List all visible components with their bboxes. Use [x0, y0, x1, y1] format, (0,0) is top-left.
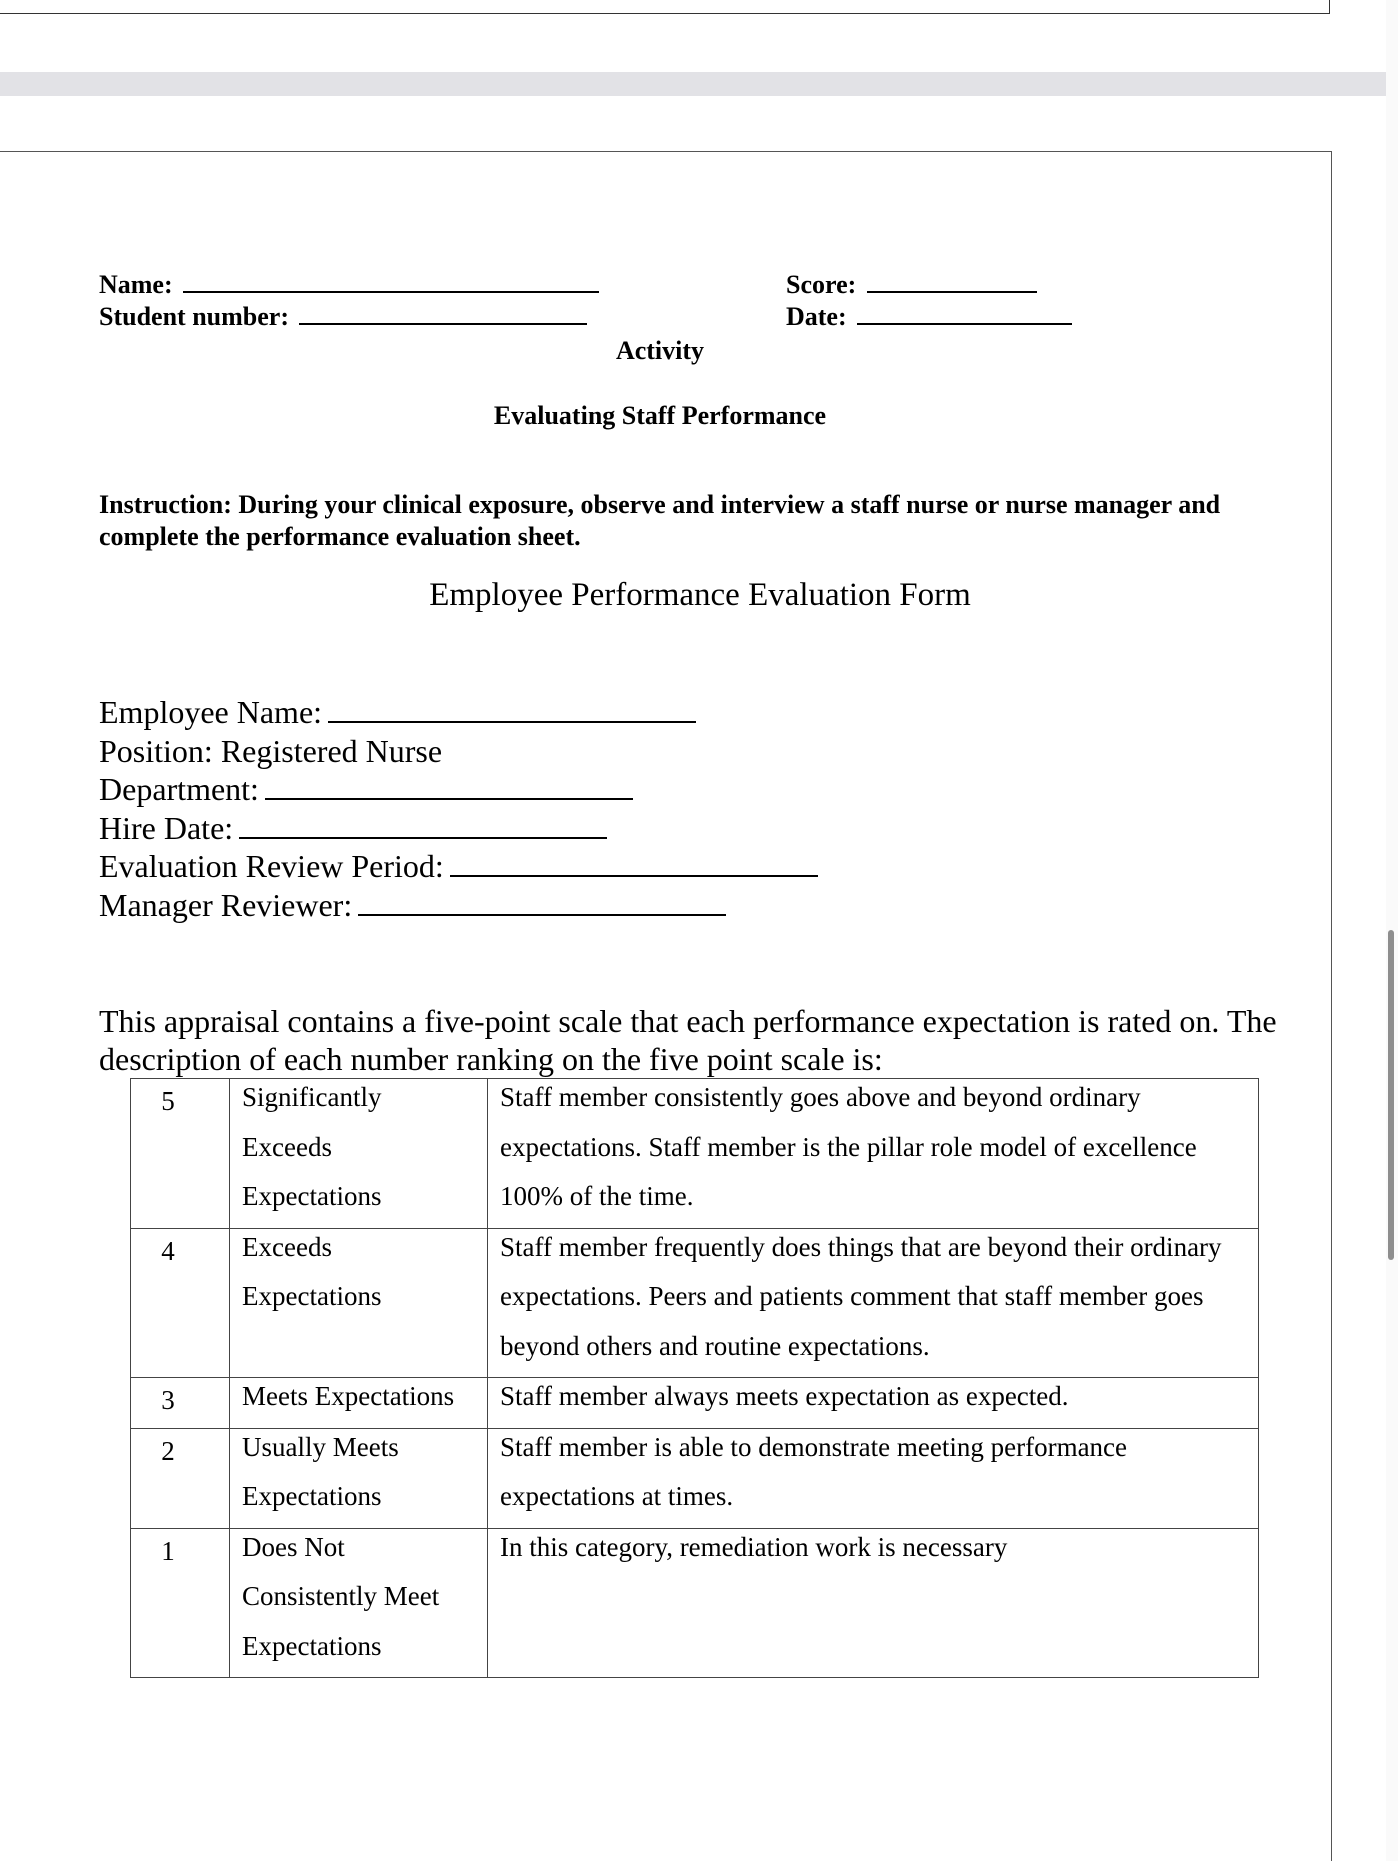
description-cell: Staff member consistently goes above and beyond ordinary expectations. Staff member is the pillar role model of excellence 100% of the time.	[488, 1079, 1259, 1229]
evaluation-period-row	[99, 847, 818, 886]
date-label: Date:	[786, 302, 847, 331]
activity-label: Activity	[615, 336, 705, 365]
page-border-right	[1331, 151, 1332, 1861]
table-row	[131, 1528, 1259, 1678]
name-blank[interactable]	[183, 271, 599, 293]
description-cell: In this category, remediation work is necessary	[488, 1528, 1259, 1678]
position-label: Position: Registered Nurse	[99, 732, 443, 769]
score-cell: 3	[131, 1378, 230, 1429]
evaluation-period-blank[interactable]	[450, 853, 818, 877]
student-number-field	[99, 302, 587, 332]
score-field	[786, 270, 1037, 300]
employee-fields	[99, 693, 818, 924]
page-gap	[0, 72, 1386, 96]
rating-scale-table	[130, 1078, 1259, 1678]
manager-reviewer-blank[interactable]	[358, 892, 726, 916]
student-number-blank[interactable]	[299, 303, 587, 325]
previous-page	[0, 0, 1386, 72]
instruction: Instruction: During your clinical exposure, observe and interview a staff nurse or nurse manager and complete the performance evaluation sheet.	[99, 490, 1221, 551]
employee-name-label: Employee Name:	[99, 694, 323, 730]
hire-date-row	[99, 809, 818, 848]
employee-name-blank[interactable]	[328, 699, 696, 723]
hire-date-blank[interactable]	[239, 815, 607, 839]
score-cell: 1	[131, 1528, 230, 1678]
score-label: Score:	[786, 270, 857, 299]
table-row	[131, 1079, 1259, 1229]
description-cell: Staff member is able to demonstrate meeting performance expectations at times.	[488, 1428, 1259, 1528]
page-title: Evaluating Staff Performance	[493, 401, 827, 430]
document-page	[0, 96, 1386, 1861]
evaluation-period-label: Evaluation Review Period:	[99, 848, 444, 884]
department-blank[interactable]	[265, 776, 633, 800]
department-label: Department:	[99, 771, 259, 807]
manager-reviewer-row	[99, 886, 818, 925]
table-row	[131, 1378, 1259, 1429]
date-field	[786, 302, 1072, 332]
category-cell: Does Not Consistently Meet Expectations	[230, 1528, 488, 1678]
hire-date-label: Hire Date:	[99, 809, 234, 846]
page-border-top	[0, 151, 1332, 152]
name-label: Name:	[99, 270, 173, 299]
category-cell: Usually Meets Expectations	[230, 1428, 488, 1528]
score-cell: 4	[131, 1228, 230, 1378]
previous-page-border	[0, 13, 1330, 14]
category-cell: Significantly Exceeds Expectations	[230, 1079, 488, 1229]
score-cell: 2	[131, 1428, 230, 1528]
previous-page-border-right	[1329, 0, 1330, 14]
department-row	[99, 770, 818, 809]
table-row	[131, 1228, 1259, 1378]
description-cell: Staff member frequently does things that are beyond their ordinary expectations. Peers and patients comment that staff member goes beyond others and routine expectations.	[488, 1228, 1259, 1378]
category-cell: Exceeds Expectations	[230, 1228, 488, 1378]
appraisal-description: This appraisal contains a five-point scale that each performance expectation is rated on. The description of each number ranking on the five point scale is:	[99, 1003, 1277, 1077]
table-row	[131, 1428, 1259, 1528]
position-row	[99, 732, 818, 771]
name-field	[99, 270, 599, 300]
score-cell: 5	[131, 1079, 230, 1229]
form-title: Employee Performance Evaluation Form	[429, 577, 971, 613]
description-cell: Staff member always meets expectation as expected.	[488, 1378, 1259, 1429]
employee-name-row	[99, 693, 818, 732]
date-blank[interactable]	[857, 303, 1072, 325]
scrollbar-thumb[interactable]	[1388, 930, 1394, 1260]
score-blank[interactable]	[867, 271, 1037, 293]
category-cell: Meets Expectations	[230, 1378, 488, 1429]
manager-reviewer-label: Manager Reviewer:	[99, 886, 353, 923]
student-number-label: Student number:	[99, 302, 289, 331]
